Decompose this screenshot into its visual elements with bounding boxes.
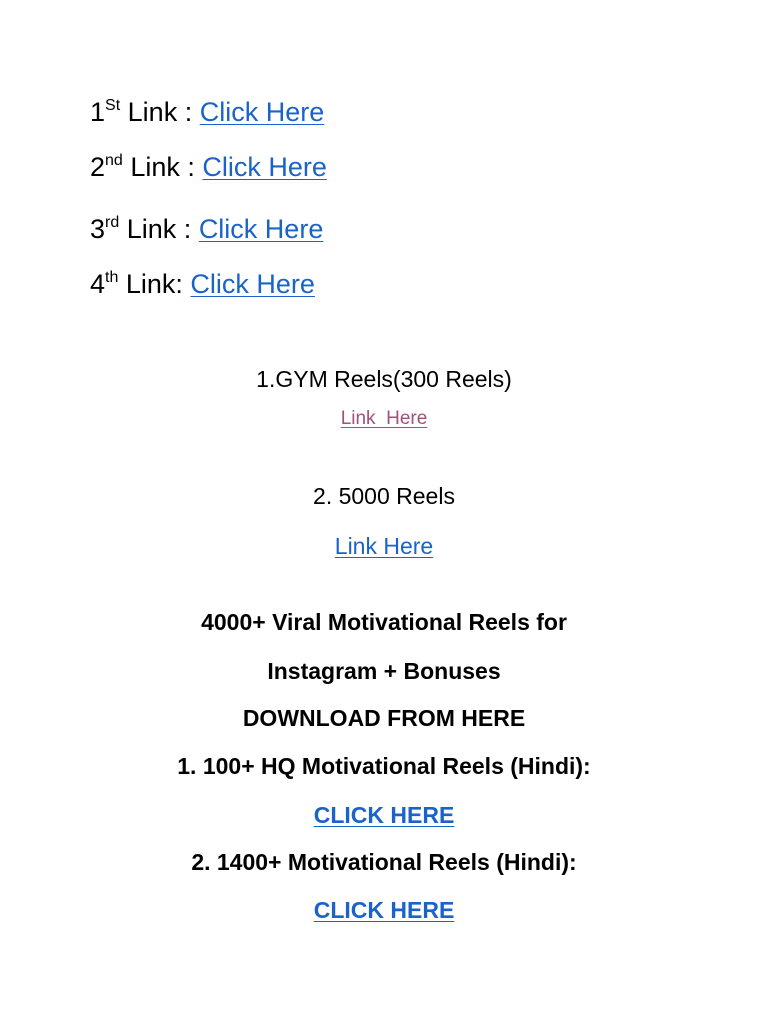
click-here-link-2[interactable]: Click Here	[202, 152, 327, 182]
link-row-label: Link :	[122, 152, 203, 182]
reels-5000-link-row	[0, 535, 768, 558]
link-row-number: 2	[90, 152, 106, 182]
item-2-heading: 2. 1400+ Motivational Reels (Hindi):	[191, 849, 577, 875]
link-row-number: 3	[90, 214, 106, 244]
ordinal-suffix: th	[105, 269, 119, 286]
click-here-link-1[interactable]: Click Here	[199, 97, 325, 127]
item-1-heading: 1. 100+ HQ Motivational Reels (Hindi):	[177, 753, 591, 779]
item-1-link-row	[0, 804, 768, 827]
link-row-label: Link :	[119, 214, 199, 244]
ordinal-suffix: nd	[105, 152, 123, 169]
item-1-click-here-link[interactable]: CLICK HERE	[313, 802, 455, 828]
click-here-link-3[interactable]: Click Here	[198, 214, 324, 244]
link-row-1	[90, 99, 324, 126]
click-here-link-4[interactable]: Click Here	[190, 269, 315, 299]
viral-heading-line-1: 4000+ Viral Motivational Reels for	[201, 609, 567, 635]
item-2-click-here-link[interactable]: CLICK HERE	[313, 897, 455, 923]
download-from-here-heading: DOWNLOAD FROM HERE	[242, 705, 526, 731]
link-row-number: 1	[90, 97, 106, 127]
link-row-3	[90, 216, 323, 243]
link-row-2	[90, 154, 327, 181]
link-row-label: Link :	[120, 97, 200, 127]
gym-reels-link[interactable]: Link Here	[340, 408, 428, 429]
link-row-4	[90, 271, 315, 298]
reels-5000-title: 2. 5000 Reels	[313, 483, 455, 509]
reels-5000-link[interactable]: Link Here	[334, 533, 434, 559]
gym-reels-title: 1.GYM Reels(300 Reels)	[256, 366, 512, 392]
item-2-link-row	[0, 899, 768, 922]
viral-heading-line-2: Instagram + Bonuses	[267, 658, 501, 684]
ordinal-suffix: St	[105, 97, 121, 114]
link-row-label: Link:	[118, 269, 191, 299]
gym-reels-link-row	[0, 409, 768, 428]
ordinal-suffix: rd	[105, 214, 120, 231]
link-row-number: 4	[90, 269, 106, 299]
